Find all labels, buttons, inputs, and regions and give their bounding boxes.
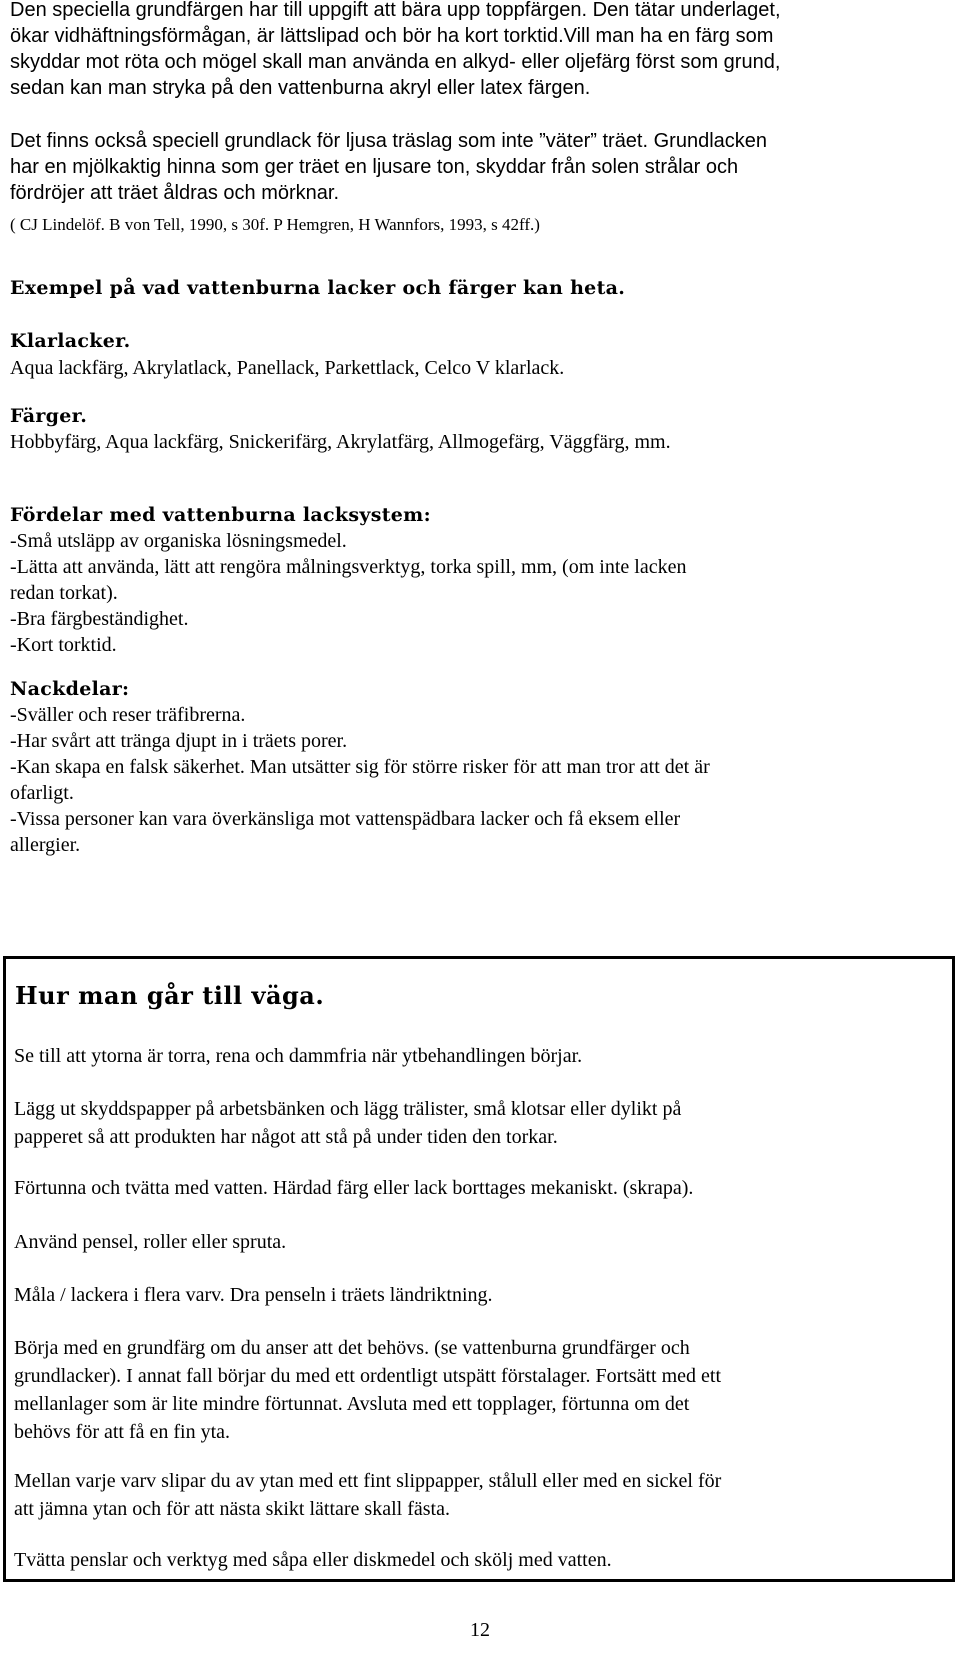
text-line: Förtunna och tvätta med vatten. Härdad färg eller lack borttages mekaniskt. (skrapa). <box>14 1177 694 1199</box>
clear-lacquers-heading: Klarlacker. <box>10 330 131 352</box>
clear-lacquers-list: Aqua lackfärg, Akrylatlack, Panellack, Parkettlack, Celco V klarlack. <box>10 357 565 379</box>
text-line: Mellan varje varv slipar du av ytan med ett fint slippapper, stålull eller med en sickel för <box>14 1470 722 1492</box>
list-item: -Små utsläpp av organiska lösningsmedel. <box>10 530 347 552</box>
intro-paragraph-grundlack <box>10 128 910 206</box>
text-line: Använd pensel, roller eller spruta. <box>14 1231 287 1253</box>
text-line: Tvätta penslar och verktyg med såpa eller diskmedel och skölj med vatten. <box>14 1549 612 1571</box>
text-line: Börja med en grundfärg om du anser att det behövs. (se vattenburna grundfärger och <box>14 1337 690 1359</box>
howto-title: Hur man går till väga. <box>15 981 325 1010</box>
examples-heading: Exempel på vad vattenburna lacker och färger kan heta. <box>10 277 626 299</box>
text-line: har en mjölkaktig hinna som ger träet en ljusare ton, skyddar från solen strålar och <box>10 156 739 178</box>
howto-step <box>14 1095 944 1151</box>
text-line: sedan kan man stryka på den vattenburna akryl eller latex färgen. <box>10 77 591 99</box>
list-item: -Bra färgbeständighet. <box>10 608 189 630</box>
text-line: ökar vidhäftningsförmågan, är lättslipad och bör ha kort torktid.Vill man ha en färg som <box>10 25 774 47</box>
list-item: -Lätta att använda, lätt att rengöra målningsverktyg, torka spill, mm, (om inte lacken <box>10 556 687 578</box>
howto-step <box>14 1334 944 1446</box>
text-line: mellanlager som är lite mindre förtunnat. Avsluta med ett topplager, förtunna om det <box>14 1393 690 1415</box>
list-item: -Sväller och reser träfibrerna. <box>10 704 246 726</box>
howto-step <box>14 1042 944 1070</box>
list-item: -Kort torktid. <box>10 634 117 656</box>
list-item: allergier. <box>10 834 81 856</box>
text-line: grundlacker). I annat fall börjar du med ett ordentligt utspätt förstalager. Fortsätt med ett <box>14 1365 722 1387</box>
list-item: redan torkat). <box>10 582 118 604</box>
paints-list: Hobbyfärg, Aqua lackfärg, Snickerifärg, Akrylatfärg, Allmogefärg, Väggfärg, mm. <box>10 431 671 453</box>
list-item: -Har svårt att tränga djupt in i träets porer. <box>10 730 348 752</box>
howto-box <box>3 956 955 1582</box>
page-number: 12 <box>470 1619 490 1641</box>
list-item: ofarligt. <box>10 782 74 804</box>
text-line: Se till att ytorna är torra, rena och dammfria när ytbehandlingen börjar. <box>14 1045 583 1067</box>
howto-step <box>14 1546 944 1574</box>
citation: ( CJ Lindelöf. B von Tell, 1990, s 30f. P Hemgren, H Wannfors, 1993, s 42ff.) <box>10 215 540 234</box>
text-line: Lägg ut skyddspapper på arbetsbänken och lägg trälister, små klotsar eller dylikt på <box>14 1098 682 1120</box>
advantages-heading: Fördelar med vattenburna lacksystem: <box>10 504 431 526</box>
text-line: papperet så att produkten har något att stå på under tiden den torkar. <box>14 1126 558 1148</box>
list-item: -Kan skapa en falsk säkerhet. Man utsätter sig för större risker för att man tror att det är <box>10 756 710 778</box>
disadvantages-list <box>10 702 910 858</box>
text-line: att jämna ytan och för att nästa skikt lättare skall fästa. <box>14 1498 450 1520</box>
howto-step <box>14 1228 944 1256</box>
howto-step <box>14 1174 944 1202</box>
paints-heading: Färger. <box>10 405 88 427</box>
advantages-list <box>10 528 910 658</box>
howto-step <box>14 1281 944 1309</box>
howto-step <box>14 1467 944 1523</box>
text-line: fördröjer att träet åldras och mörknar. <box>10 182 340 204</box>
text-line: Den speciella grundfärgen har till uppgift att bära upp toppfärgen. Den tätar underlaget, <box>10 0 781 21</box>
disadvantages-heading: Nackdelar: <box>10 678 130 700</box>
text-line: skyddar mot röta och mögel skall man använda en alkyd- eller oljefärg först som grund, <box>10 51 781 73</box>
text-line: behövs för att få en fin yta. <box>14 1421 231 1443</box>
intro-paragraph-grundfarg <box>10 0 910 101</box>
text-line: Det finns också speciell grundlack för ljusa träslag som inte ”väter” träet. Grundlacken <box>10 130 768 152</box>
list-item: -Vissa personer kan vara överkänsliga mot vattenspädbara lacker och få eksem eller <box>10 808 681 830</box>
text-line: Måla / lackera i flera varv. Dra penseln i träets ländriktning. <box>14 1284 493 1306</box>
